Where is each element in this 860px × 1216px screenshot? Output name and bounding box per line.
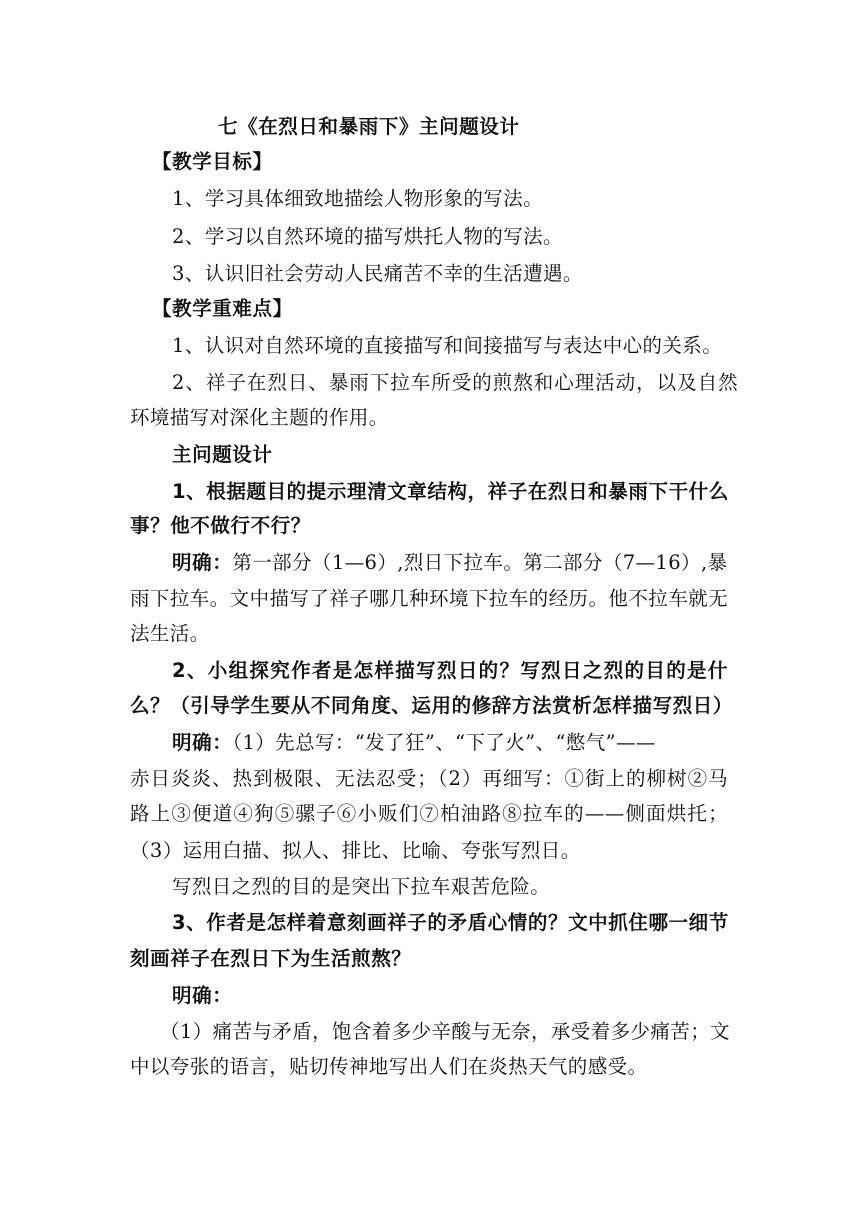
objective-item-1: 1、学习具体细致地描绘人物形象的写法。 [172, 187, 544, 210]
answer-3-line-2: 中以夸张的语言，贴切传神地写出人们在炎热天气的感受。 [130, 1055, 648, 1078]
answer-3-label: 明确： [172, 984, 233, 1007]
answer-1-line-3: 法生活。 [130, 622, 210, 645]
question-2-line-2: 么？（引导学生要从不同角度、运用的修辞方法赏析怎样描写烈日） [130, 694, 734, 717]
question-1-line-2: 事？他不做行不行？ [130, 514, 311, 537]
answer-2-label: 明确： [172, 731, 233, 754]
answer-1-text: 第一部分（1—6）,烈日下拉车。第二部分（7—16）,暴 [232, 551, 728, 574]
question-2-line-1: 2、小组探究作者是怎样描写烈日的？写烈日之烈的目的是什 [172, 659, 728, 682]
answer-1-label: 明确： [172, 551, 233, 574]
question-3-line-1: 3、作者是怎样着意刻画祥子的矛盾心情的？文中抓住哪一细节 [172, 911, 729, 934]
question-1-line-1: 1、根据题目的提示理清文章结构，祥子在烈日和暴雨下干什么 [172, 480, 729, 503]
objective-item-2: 2、学习以自然环境的描写烘托人物的写法。 [172, 225, 563, 248]
answer-2-line-3: 路上③便道④狗⑤骡子⑥小贩们⑦柏油路⑧拉车的——侧面烘托； [130, 802, 728, 825]
design-heading: 主问题设计 [172, 443, 273, 466]
answer-2-line-4: （3）运用白描、拟人、排比、比喻、夸张写烈日。 [130, 839, 581, 862]
key-point-item-1: 1、认识对自然环境的直接描写和间接描写与表达中心的关系。 [172, 334, 723, 357]
answer-2-line-5: 写烈日之烈的目的是突出下拉车艰苦危险。 [172, 875, 551, 898]
page-title: 七《在烈日和暴雨下》主问题设计 [218, 115, 520, 138]
key-point-item-2-line-2: 环境描写对深化主题的作用。 [130, 406, 389, 429]
key-point-item-2-line-1: 2、祥子在烈日、暴雨下拉车所受的煎熬和心理活动，以及自然 [172, 371, 738, 394]
answer-2-text: （1）先总写：“发了狂”、“下了火”、“憋气”—— [232, 731, 656, 754]
objectives-heading: 【教学目标】 [152, 150, 273, 173]
answer-3-line-1: （1）痛苦与矛盾，饱含着多少辛酸与无奈，承受着多少痛苦；文 [160, 1020, 731, 1043]
key-points-heading: 【教学重难点】 [152, 297, 293, 320]
answer-2-line-1 [172, 730, 728, 756]
question-3-line-2: 刻画祥子在烈日下为生活煎熬？ [130, 947, 412, 970]
objective-item-3: 3、认识旧社会劳动人民痛苦不幸的生活遭遇。 [172, 262, 583, 285]
answer-1-line-2: 雨下拉车。文中描写了祥子哪几种环境下拉车的经历。他不拉车就无 [130, 587, 728, 610]
answer-1-line-1 [172, 550, 728, 576]
answer-2-line-2: 赤日炎炎、热到极限、无法忍受；（2）再细写：①街上的柳树②马 [130, 767, 728, 790]
